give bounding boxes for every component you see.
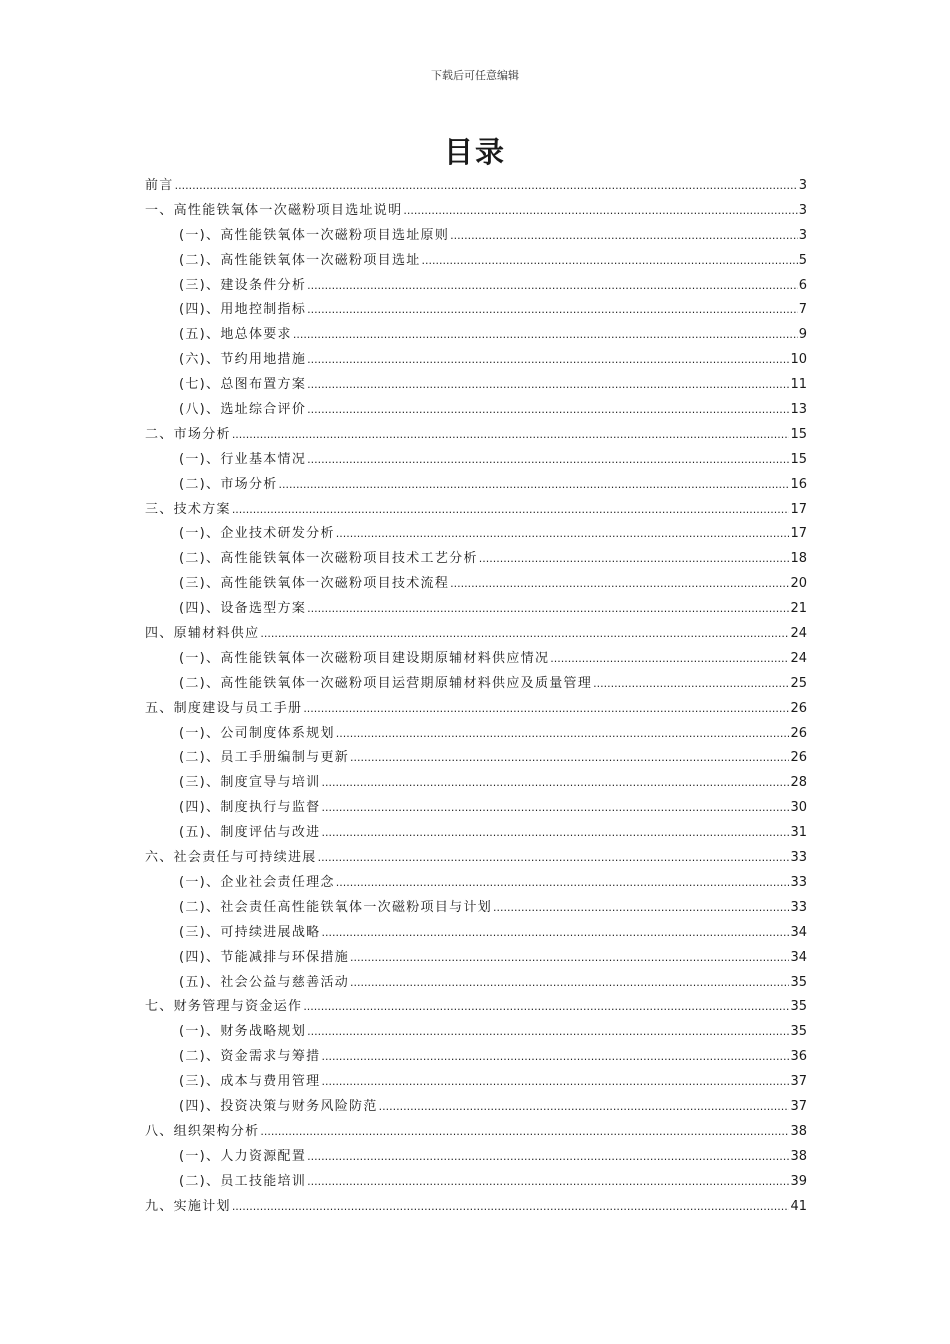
toc-dot-leader bbox=[321, 921, 789, 946]
toc-dot-leader bbox=[321, 821, 789, 846]
toc-entry[interactable] bbox=[145, 423, 807, 448]
toc-entry-page-number: 3 bbox=[798, 202, 807, 218]
toc-entry[interactable] bbox=[145, 921, 807, 946]
toc-entry-page-number: 36 bbox=[790, 1049, 807, 1065]
toc-entry-page-number: 15 bbox=[790, 451, 807, 467]
toc-entry-label: (一)、企业技术研发分析 bbox=[179, 526, 335, 542]
toc-entry-page-number: 16 bbox=[790, 476, 807, 492]
toc-entry[interactable] bbox=[145, 672, 807, 697]
toc-entry-page-number: 21 bbox=[790, 601, 807, 617]
toc-dot-leader bbox=[450, 572, 789, 597]
toc-entry[interactable] bbox=[145, 224, 807, 249]
toc-entry[interactable] bbox=[145, 1045, 807, 1070]
toc-entry-label: (二)、社会责任高性能铁氧体一次磁粉项目与计划 bbox=[179, 899, 493, 915]
toc-entry[interactable] bbox=[145, 871, 807, 896]
toc-entry-page-number: 35 bbox=[790, 999, 807, 1015]
toc-dot-leader bbox=[303, 995, 789, 1020]
toc-entry-page-number: 35 bbox=[790, 974, 807, 990]
toc-entry[interactable] bbox=[145, 1020, 807, 1045]
toc-entry-page-number: 37 bbox=[790, 1098, 807, 1114]
toc-entry-label: (二)、高性能铁氧体一次磁粉项目选址 bbox=[179, 252, 421, 268]
toc-dot-leader bbox=[593, 672, 789, 697]
toc-entry-label: (一)、公司制度体系规划 bbox=[179, 725, 335, 741]
toc-entry-label: (一)、财务战略规划 bbox=[179, 1024, 307, 1040]
toc-entry[interactable] bbox=[145, 846, 807, 871]
toc-entry-page-number: 17 bbox=[790, 501, 807, 517]
toc-dot-leader bbox=[303, 697, 789, 722]
toc-entry-label: 五、制度建设与员工手册 bbox=[145, 700, 303, 716]
toc-entry-label: (一)、企业社会责任理念 bbox=[179, 874, 335, 890]
header-note: 下载后可任意编辑 bbox=[431, 69, 519, 82]
toc-entry[interactable] bbox=[145, 348, 807, 373]
toc-dot-leader bbox=[307, 274, 798, 299]
toc-dot-leader bbox=[336, 871, 790, 896]
toc-entry-page-number: 5 bbox=[798, 252, 807, 268]
toc-entry-label: (五)、社会公益与慈善活动 bbox=[179, 974, 350, 990]
toc-entry[interactable] bbox=[145, 448, 807, 473]
toc-entry-label: (四)、用地控制指标 bbox=[179, 302, 307, 318]
table-of-contents bbox=[145, 174, 807, 1219]
toc-entry-label: (八)、选址综合评价 bbox=[179, 402, 307, 418]
toc-entry-page-number: 34 bbox=[790, 924, 807, 940]
toc-entry-label: (五)、制度评估与改进 bbox=[179, 825, 321, 841]
toc-entry[interactable] bbox=[145, 1170, 807, 1195]
toc-entry-page-number: 26 bbox=[790, 750, 807, 766]
toc-dot-leader bbox=[279, 473, 790, 498]
toc-entry-label: (二)、市场分析 bbox=[179, 476, 278, 492]
toc-entry[interactable] bbox=[145, 971, 807, 996]
toc-entry[interactable] bbox=[145, 373, 807, 398]
toc-entry-label: (三)、可持续进展战略 bbox=[179, 924, 321, 940]
toc-entry-label: (五)、地总体要求 bbox=[179, 327, 292, 343]
toc-entry-page-number: 38 bbox=[790, 1123, 807, 1139]
toc-entry-page-number: 33 bbox=[790, 874, 807, 890]
toc-entry-page-number: 26 bbox=[790, 700, 807, 716]
toc-dot-leader bbox=[336, 522, 790, 547]
toc-entry-page-number: 6 bbox=[798, 277, 807, 293]
toc-entry[interactable] bbox=[145, 547, 807, 572]
toc-entry-page-number: 3 bbox=[798, 227, 807, 243]
toc-dot-leader bbox=[450, 224, 798, 249]
toc-entry-label: (四)、投资决策与财务风险防范 bbox=[179, 1098, 378, 1114]
toc-entry-label: (一)、高性能铁氧体一次磁粉项目选址原则 bbox=[179, 227, 450, 243]
toc-dot-leader bbox=[350, 971, 789, 996]
toc-entry-label: (三)、制度宣导与培训 bbox=[179, 775, 321, 791]
toc-entry-page-number: 17 bbox=[790, 526, 807, 542]
toc-entry-page-number: 34 bbox=[790, 949, 807, 965]
toc-entry-label: (一)、人力资源配置 bbox=[179, 1148, 307, 1164]
toc-entry[interactable] bbox=[145, 896, 807, 921]
toc-entry-page-number: 7 bbox=[798, 302, 807, 318]
toc-entry[interactable] bbox=[145, 647, 807, 672]
toc-entry[interactable] bbox=[145, 622, 807, 647]
toc-entry-label: (二)、高性能铁氧体一次磁粉项目技术工艺分析 bbox=[179, 551, 478, 567]
toc-dot-leader bbox=[260, 1120, 789, 1145]
toc-entry-label: (六)、节约用地措施 bbox=[179, 352, 307, 368]
toc-entry-page-number: 20 bbox=[790, 576, 807, 592]
toc-dot-leader bbox=[307, 448, 789, 473]
toc-entry[interactable] bbox=[145, 174, 807, 199]
toc-title: 目录 bbox=[443, 135, 506, 169]
toc-entry[interactable] bbox=[145, 1120, 807, 1145]
toc-entry-page-number: 31 bbox=[790, 825, 807, 841]
toc-entry[interactable] bbox=[145, 722, 807, 747]
toc-entry-page-number: 24 bbox=[790, 650, 807, 666]
toc-entry[interactable] bbox=[145, 796, 807, 821]
toc-dot-leader bbox=[307, 348, 789, 373]
toc-entry[interactable] bbox=[145, 572, 807, 597]
toc-entry-page-number: 18 bbox=[790, 551, 807, 567]
toc-entry[interactable] bbox=[145, 995, 807, 1020]
toc-dot-leader bbox=[307, 1170, 789, 1195]
toc-entry-label: 七、财务管理与资金运作 bbox=[145, 999, 303, 1015]
toc-entry-label: 四、原辅材料供应 bbox=[145, 626, 260, 642]
toc-entry-page-number: 28 bbox=[790, 775, 807, 791]
toc-dot-leader bbox=[232, 1195, 790, 1220]
toc-dot-leader bbox=[336, 722, 790, 747]
toc-dot-leader bbox=[232, 423, 790, 448]
toc-entry-page-number: 33 bbox=[790, 850, 807, 866]
toc-dot-leader bbox=[493, 896, 789, 921]
toc-entry-label: 一、高性能铁氧体一次磁粉项目选址说明 bbox=[145, 202, 403, 218]
toc-entry-label: (三)、高性能铁氧体一次磁粉项目技术流程 bbox=[179, 576, 450, 592]
toc-entry-page-number: 15 bbox=[790, 426, 807, 442]
toc-entry-page-number: 41 bbox=[790, 1198, 807, 1214]
toc-entry-page-number: 39 bbox=[790, 1173, 807, 1189]
toc-dot-leader bbox=[307, 398, 789, 423]
toc-entry-page-number: 26 bbox=[790, 725, 807, 741]
toc-entry[interactable] bbox=[145, 821, 807, 846]
toc-dot-leader bbox=[260, 622, 789, 647]
toc-dot-leader bbox=[422, 249, 798, 274]
toc-entry-label: 二、市场分析 bbox=[145, 426, 231, 442]
toc-entry[interactable] bbox=[145, 1095, 807, 1120]
toc-dot-leader bbox=[403, 199, 797, 224]
toc-entry-label: (七)、总图布置方案 bbox=[179, 377, 307, 393]
toc-entry-label: (二)、高性能铁氧体一次磁粉项目运营期原辅材料供应及质量管理 bbox=[179, 675, 593, 691]
toc-entry[interactable] bbox=[145, 298, 807, 323]
toc-entry[interactable] bbox=[145, 323, 807, 348]
toc-dot-leader bbox=[307, 597, 789, 622]
toc-entry-label: 三、技术方案 bbox=[145, 501, 231, 517]
toc-dot-leader bbox=[232, 498, 790, 523]
toc-entry-page-number: 11 bbox=[790, 377, 807, 393]
toc-dot-leader bbox=[550, 647, 789, 672]
toc-entry[interactable] bbox=[145, 771, 807, 796]
toc-dot-leader bbox=[307, 1020, 789, 1045]
toc-entry[interactable] bbox=[145, 946, 807, 971]
toc-dot-leader bbox=[321, 796, 789, 821]
toc-dot-leader bbox=[379, 1095, 790, 1120]
toc-entry-page-number: 33 bbox=[790, 899, 807, 915]
toc-entry-label: (一)、高性能铁氧体一次磁粉项目建设期原辅材料供应情况 bbox=[179, 650, 550, 666]
toc-entry-page-number: 37 bbox=[790, 1074, 807, 1090]
toc-entry-label: (三)、建设条件分析 bbox=[179, 277, 307, 293]
toc-entry-label: (四)、设备选型方案 bbox=[179, 601, 307, 617]
toc-entry-label: 六、社会责任与可持续进展 bbox=[145, 850, 317, 866]
toc-entry[interactable] bbox=[145, 199, 807, 224]
toc-dot-leader bbox=[321, 1045, 789, 1070]
toc-dot-leader bbox=[318, 846, 790, 871]
toc-entry-label: (四)、节能减排与环保措施 bbox=[179, 949, 350, 965]
toc-entry-label: 前言 bbox=[145, 178, 174, 193]
toc-entry[interactable] bbox=[145, 1195, 807, 1220]
toc-entry-page-number: 35 bbox=[790, 1024, 807, 1040]
toc-entry[interactable] bbox=[145, 522, 807, 547]
toc-entry-page-number: 24 bbox=[790, 626, 807, 642]
toc-entry-label: (二)、员工技能培训 bbox=[179, 1173, 307, 1189]
toc-entry-page-number: 10 bbox=[790, 352, 807, 368]
toc-entry[interactable] bbox=[145, 746, 807, 771]
toc-entry[interactable] bbox=[145, 274, 807, 299]
toc-dot-leader bbox=[321, 1070, 789, 1095]
toc-entry[interactable] bbox=[145, 249, 807, 274]
toc-entry[interactable] bbox=[145, 1070, 807, 1095]
toc-dot-leader bbox=[307, 298, 798, 323]
toc-entry[interactable] bbox=[145, 398, 807, 423]
toc-entry-page-number: 30 bbox=[790, 800, 807, 816]
toc-entry-label: (三)、成本与费用管理 bbox=[179, 1074, 321, 1090]
toc-dot-leader bbox=[307, 373, 789, 398]
toc-entry-label: (二)、员工手册编制与更新 bbox=[179, 750, 350, 766]
toc-dot-leader bbox=[350, 746, 789, 771]
toc-entry-label: 八、组织架构分析 bbox=[145, 1123, 260, 1139]
toc-entry[interactable] bbox=[145, 498, 807, 523]
toc-entry-page-number: 9 bbox=[798, 327, 807, 343]
toc-dot-leader bbox=[321, 771, 789, 796]
toc-entry[interactable] bbox=[145, 597, 807, 622]
toc-dot-leader bbox=[350, 946, 789, 971]
toc-dot-leader bbox=[307, 1145, 789, 1170]
toc-dot-leader bbox=[175, 174, 798, 199]
toc-entry-page-number: 3 bbox=[798, 178, 807, 193]
toc-entry-label: (四)、制度执行与监督 bbox=[179, 800, 321, 816]
toc-dot-leader bbox=[293, 323, 798, 348]
toc-entry[interactable] bbox=[145, 473, 807, 498]
toc-entry-page-number: 38 bbox=[790, 1148, 807, 1164]
toc-entry-label: (一)、行业基本情况 bbox=[179, 451, 307, 467]
toc-entry-label: 九、实施计划 bbox=[145, 1198, 231, 1214]
toc-entry-page-number: 13 bbox=[790, 402, 807, 418]
toc-entry[interactable] bbox=[145, 697, 807, 722]
toc-entry-label: (二)、资金需求与筹措 bbox=[179, 1049, 321, 1065]
toc-entry[interactable] bbox=[145, 1145, 807, 1170]
toc-dot-leader bbox=[479, 547, 790, 572]
toc-entry-page-number: 25 bbox=[790, 675, 807, 691]
